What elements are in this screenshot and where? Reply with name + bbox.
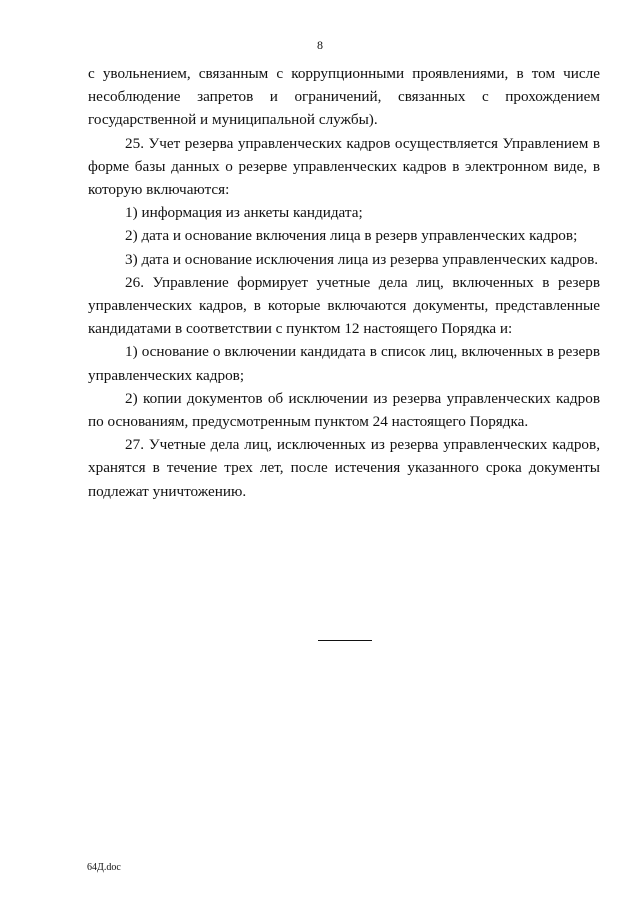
footer-filename: 64Д.doc xyxy=(87,862,121,873)
list-item-26-1: 1) основание о включении кандидата в список лиц, включенных в резерв управленческих кадров; xyxy=(88,343,600,384)
page-number: 8 xyxy=(317,38,323,52)
list-item-26-2: 2) копии документов об исключении из резерва управленческих кадров по основаниям, предусмотренным пунктом 24 настоящего Порядка. xyxy=(88,389,600,431)
list-item-25-3: 3) дата и основание исключения лица из резерва управленческих кадров. xyxy=(125,250,599,268)
paragraph-27: 27. Учетные дела лиц, исключенных из резерва управленческих кадров, хранятся в течение трех лет, после истечения указанного срока документы подлежат уничтожению. xyxy=(88,436,600,500)
document-body xyxy=(88,62,600,503)
paragraph-26: 26. Управление формирует учетные дела лиц, включенных в резерв управленческих кадров, в которые включаются документы, представленные кандидатами в соответствии с пунктом 12 настоящего Порядка и: xyxy=(88,273,600,338)
paragraph-continuation: с увольнением, связанным с коррупционными проявлениями, в том числе несоблюдение запретов и ограничений, связанных с прохождением государственной и муниципальной службы). xyxy=(88,65,600,129)
list-item-25-1: 1) информация из анкеты кандидата; xyxy=(125,204,363,222)
list-item-25-2: 2) дата и основание включения лица в резерв управленческих кадров; xyxy=(125,227,578,245)
paragraph-25: 25. Учет резерва управленческих кадров осуществляется Управлением в форме базы данных о резерве управленческих кадров в электронном виде, в которую включаются: xyxy=(88,134,600,199)
end-rule-divider xyxy=(318,640,372,641)
